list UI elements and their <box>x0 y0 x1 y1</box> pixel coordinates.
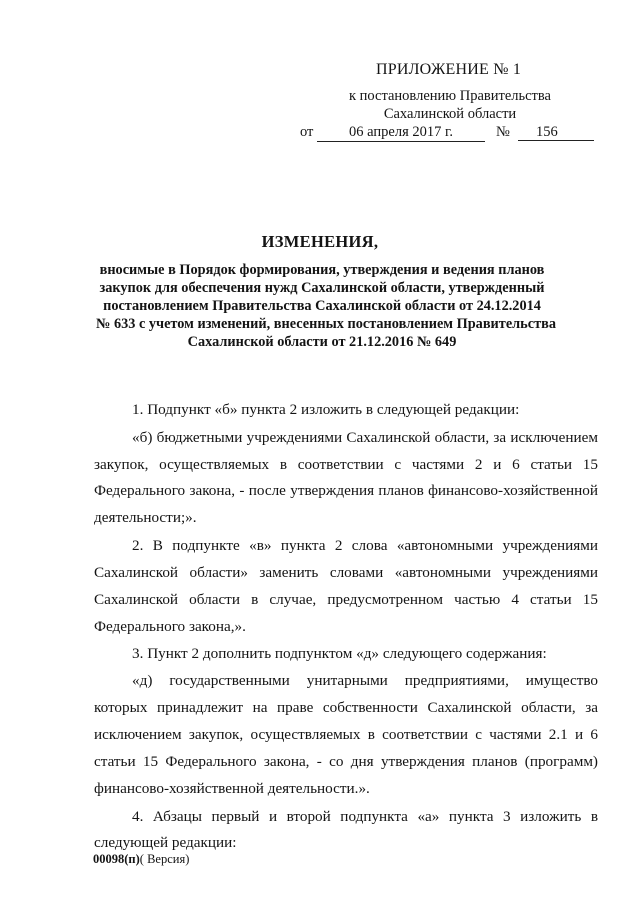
paragraph-line: финансово-хозяйственной деятельности.». <box>94 780 370 797</box>
resolution-date: 06 апреля 2017 г. <box>317 124 485 142</box>
footer-code: 00098(п) <box>93 852 140 866</box>
from-label: от <box>300 124 314 140</box>
paragraph-2-heading: 2. В подпункте «в» пункта 2 слова «автономными учреждениями <box>132 537 598 554</box>
paragraph-line: следующей редакции: <box>94 834 237 851</box>
paragraph-line: которых принадлежит на праве собственности Сахалинской области, за <box>94 699 598 716</box>
paragraph-line: «б) бюджетными учреждениями Сахалинской области, за исключением <box>132 429 598 446</box>
paragraph-4-heading: 4. Абзацы первый и второй подпункта «а» пункта 3 изложить в <box>132 808 598 825</box>
appendix-date-line <box>300 124 600 144</box>
footer-document-code <box>93 852 189 867</box>
appendix-region-line: Сахалинской области <box>383 106 517 122</box>
paragraph-line: статьи 15 Федерального закона, - со дня утверждения планов (программ) <box>94 753 598 770</box>
subtitle-line: Сахалинской области от 21.12.2016 № 649 <box>187 334 457 350</box>
subtitle-line: № 633 с учетом изменений, внесенных постановлением Правительства <box>96 316 556 332</box>
paragraph-line: «д) государственными унитарными предприятиями, имущество <box>132 672 598 689</box>
paragraph-1-heading: 1. Подпункт «б» пункта 2 изложить в следующей редакции: <box>132 401 520 418</box>
paragraph-line: деятельности;». <box>94 509 197 526</box>
paragraph-line: Сахалинской области» заменить словами «автономными учреждениями <box>94 564 598 581</box>
number-label: № <box>496 124 510 140</box>
resolution-number: 156 <box>518 124 594 141</box>
paragraph-line: исключением закупок, осуществляемых в соответствии с частями 2.1 и 6 <box>94 726 598 743</box>
paragraph-line: Федерального закона, - после утверждения планов финансово-хозяйственной <box>94 482 598 499</box>
paragraph-3-heading: 3. Пункт 2 дополнить подпунктом «д» следующего содержания: <box>132 645 547 662</box>
subtitle-line: постановлением Правительства Сахалинской области от 24.12.2014 <box>103 298 541 314</box>
subtitle-line: закупок для обеспечения нужд Сахалинской области, утвержденный <box>99 280 545 296</box>
document-title: ИЗМЕНЕНИЯ, <box>261 232 379 251</box>
subtitle-line: вносимые в Порядок формирования, утверждения и ведения планов <box>99 262 545 278</box>
paragraph-line: Сахалинской области в случае, предусмотренном частью 4 статьи 15 <box>94 591 598 608</box>
paragraph-line: Федерального закона,». <box>94 618 246 635</box>
paragraph-line: закупок, осуществляемых в соответствии с частями 2 и 6 статьи 15 <box>94 456 598 473</box>
appendix-reference-line: к постановлению Правительства <box>349 88 551 104</box>
footer-version: ( Версия) <box>139 852 190 866</box>
appendix-title: ПРИЛОЖЕНИЕ № 1 <box>376 61 522 78</box>
